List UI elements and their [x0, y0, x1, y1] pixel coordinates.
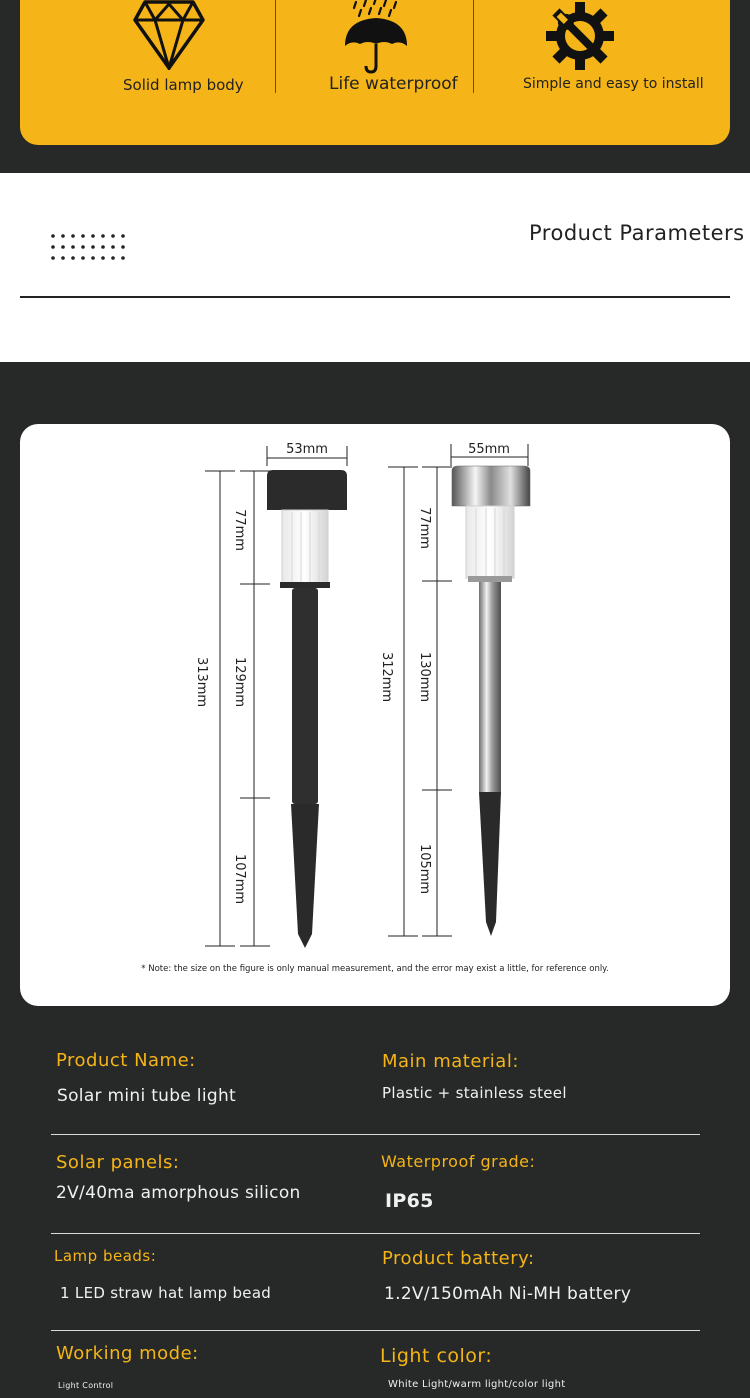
dot-pattern [50, 233, 132, 263]
feature-install [520, 0, 720, 100]
spec-key: Product battery: [382, 1248, 535, 1269]
spec-rule [51, 1134, 700, 1135]
dim-tube: 130mm [417, 651, 432, 703]
dim-top-width: 53mm [286, 442, 328, 457]
dim-spike: 105mm [417, 843, 432, 895]
divider [275, 0, 276, 93]
spec-key: Lamp beads: [54, 1247, 157, 1265]
feature-label: Solid lamp body [123, 76, 244, 94]
black-lamp [194, 442, 347, 948]
parameters-header [0, 173, 750, 362]
feature-waterproof [320, 0, 490, 100]
spec-value: Plastic + stainless steel [382, 1084, 567, 1102]
spec-key: Solar panels: [56, 1152, 180, 1173]
dim-head: 77mm [232, 509, 247, 551]
spec-rule [51, 1233, 700, 1234]
dim-top-width: 55mm [468, 442, 510, 457]
spec-key: Main material: [382, 1051, 519, 1072]
spec-key: Working mode: [56, 1343, 199, 1364]
section-rule [20, 296, 730, 298]
dim-total: 312mm [379, 651, 394, 703]
section-title: Product Parameters [529, 221, 745, 245]
umbrella-rain-icon [342, 0, 410, 74]
dim-tube: 129mm [232, 656, 247, 708]
dim-total: 313mm [194, 656, 209, 708]
dimension-drawing [20, 424, 730, 964]
feature-band [0, 0, 750, 173]
spec-value: Solar mini tube light [57, 1086, 236, 1106]
feature-label: Life waterproof [329, 74, 458, 94]
spec-value: 1 LED straw hat lamp bead [60, 1284, 272, 1302]
feature-card [20, 0, 730, 145]
spec-value: 2V/40ma amorphous silicon [56, 1183, 301, 1203]
spec-value: IP65 [385, 1190, 434, 1212]
spec-key: Waterproof grade: [381, 1152, 536, 1171]
dim-spike: 107mm [232, 853, 247, 905]
divider [473, 0, 474, 93]
spec-value: 1.2V/150mAh Ni-MH battery [384, 1284, 632, 1304]
feature-label: Simple and easy to install [523, 76, 704, 92]
spec-rule [51, 1330, 700, 1331]
spec-value: White Light/warm light/color light [388, 1379, 566, 1390]
feature-solid-body [115, 0, 285, 100]
spec-key: Product Name: [56, 1050, 196, 1071]
dim-head: 77mm [417, 507, 432, 549]
dimension-diagram [20, 424, 730, 1006]
diamond-icon [133, 0, 205, 70]
steel-lamp [379, 442, 530, 936]
spec-value: Light Control [58, 1381, 114, 1390]
spec-key: Light color: [380, 1345, 493, 1367]
measurement-note: * Note: the size on the figure is only manual measurement, and the error may exist a little, for reference only. [141, 964, 609, 974]
gear-wrench-icon [544, 0, 616, 72]
